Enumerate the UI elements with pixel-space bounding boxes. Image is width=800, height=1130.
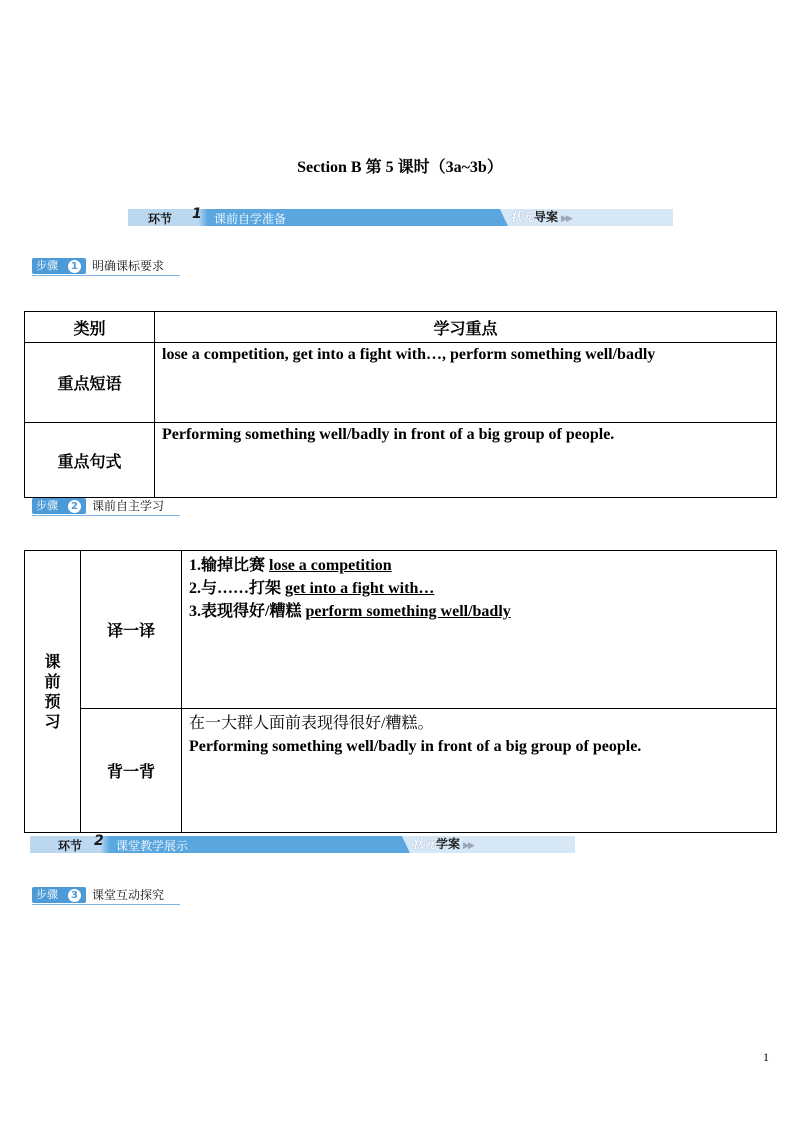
- translate-item: 1.输掉比赛 lose a competition: [189, 557, 392, 574]
- table-row: [25, 709, 777, 833]
- side-label: 课前预习: [25, 551, 81, 833]
- banner-right-tag: 状元导案 ▶▶: [510, 210, 571, 224]
- banner-huanjie: 环节: [58, 839, 83, 853]
- preview-table: [24, 550, 777, 833]
- focus-table: [24, 311, 777, 498]
- step-1: [32, 258, 182, 274]
- row-content: Performing something well/badly in front of a big group of people.: [155, 423, 777, 498]
- translate-label: 译一译: [81, 551, 182, 709]
- table-row: [25, 343, 777, 423]
- banner-huanjie: 环节: [148, 212, 173, 226]
- step-3: [32, 887, 182, 903]
- recite-label: 背一背: [81, 709, 182, 833]
- double-arrow-icon: ▶▶: [561, 214, 571, 224]
- table-row: [25, 423, 777, 498]
- banner-divider-icon: [390, 836, 410, 853]
- step-text: 课堂互动探究: [92, 888, 165, 902]
- banner-label: 课前自学准备: [214, 212, 287, 226]
- table-row: [25, 551, 777, 709]
- step-number-badge: 2: [68, 500, 81, 513]
- step-text: 明确课标要求: [92, 259, 165, 273]
- step-number-badge: 3: [68, 889, 81, 902]
- banner-number: 1: [192, 206, 202, 222]
- step-2: [32, 498, 182, 514]
- row-category: 重点句式: [25, 423, 155, 498]
- translate-item: 2.与……打架 get into a fight with…: [189, 580, 435, 597]
- banner-right-tag: 状元学案 ▶▶: [412, 837, 473, 851]
- banner-number: 2: [94, 833, 104, 849]
- recite-content: [182, 709, 777, 833]
- page-title: Section B 第 5 课时（3a~3b）: [297, 159, 503, 176]
- recite-chinese: 在一大群人面前表现得很好/糟糕。: [189, 715, 434, 732]
- step-tag: 步骤: [32, 258, 86, 274]
- table-header-category: 类别: [25, 312, 155, 343]
- translate-content: [182, 551, 777, 709]
- double-arrow-icon: ▶▶: [463, 841, 473, 851]
- banner-label: 课堂教学展示: [116, 839, 189, 853]
- step-text: 课前自主学习: [92, 499, 165, 513]
- banner-divider-icon: [488, 209, 508, 226]
- step-tag: 步骤: [32, 887, 86, 903]
- section-banner-2: [30, 833, 575, 853]
- page-number: 1: [763, 1050, 769, 1064]
- section-banner-1: [128, 206, 673, 226]
- table-header-focus: 学习重点: [155, 312, 777, 343]
- row-content: lose a competition, get into a fight with…, perform something well/badly: [155, 343, 777, 423]
- step-tag: 步骤: [32, 498, 86, 514]
- step-number-badge: 1: [68, 260, 81, 273]
- recite-english: Performing something well/badly in front of a big group of people.: [189, 738, 642, 755]
- row-category: 重点短语: [25, 343, 155, 423]
- translate-item: 3.表现得好/糟糕 perform something well/badly: [189, 603, 511, 620]
